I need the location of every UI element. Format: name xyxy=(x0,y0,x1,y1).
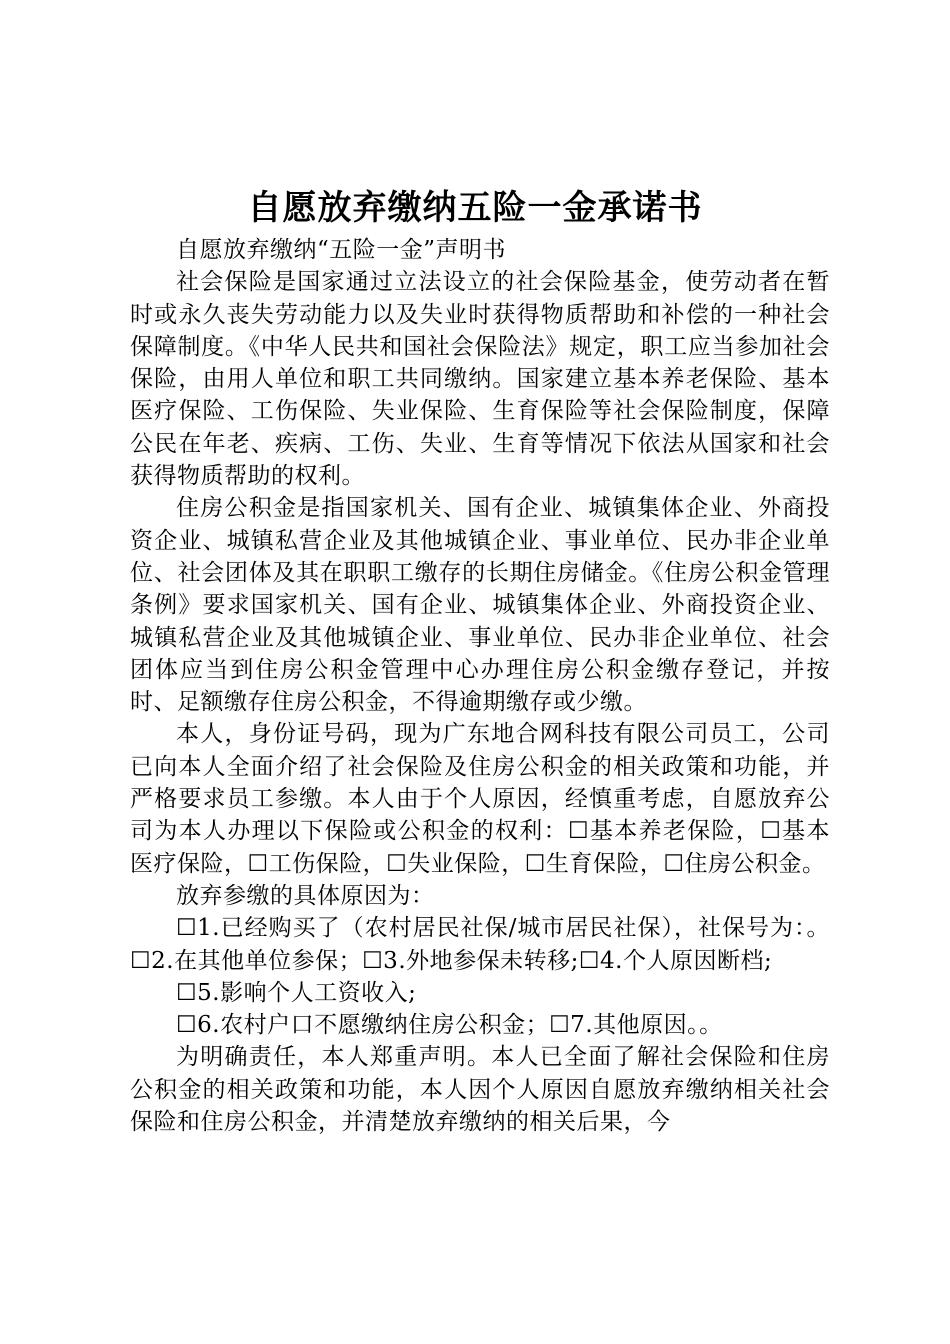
paragraph-reason-options-6-7: ☐6.农村户口不愿缴纳住房公积金；☐7.其他原因。。 xyxy=(176,1012,723,1039)
declaration-heading: 自愿放弃缴纳“五险一金”声明书 xyxy=(176,237,507,263)
paragraph-housing-fund: 住房公积金是指国家机关、国有企业、城镇集体企业、外商投资企业、城镇私营企业及其他城镇企业、事业单位、民办非企业单位、社会团体及其在职职工缴存的长期住房储金。《住房公积金管理条例》要求国家机关、国有企业、城镇集体企业、外商投资企业、城镇私营企业及其他城镇企业、事业单位、民办非企业单位、社会团体应当到住房公积金管理中心办理住房公积金缴存登记，并按时、足额缴存住房公积金，不得逾期缴存或少缴。 xyxy=(130,495,830,716)
paragraph-reasons-heading: 放弃参缴的具体原因为： xyxy=(176,882,435,909)
paragraph-reason-option-5: ☐5.影响个人工资收入; xyxy=(176,979,417,1006)
document-body xyxy=(130,234,830,1138)
paragraph-reason-options-1: ☐1.已经购买了（农村居民社保/城市居民社保），社保号为：。☐2.在其他单位参保；☐3.外地参保未转移;☐4.个人原因断档; xyxy=(130,915,830,974)
paragraph-social-insurance: 社会保险是国家通过立法设立的社会保险基金，使劳动者在暂时或永久丧失劳动能力以及失业时获得物质帮助和补偿的一种社会保障制度。《中华人民共和国社会保险法》规定，职工应当参加社会保险，由用人单位和职工共同缴纳。国家建立基本养老保险、基本医疗保险、工伤保险、失业保险、生育保险等社会保险制度，保障公民在年老、疾病、工伤、失业、生育等情况下依法从国家和社会获得物质帮助的权利。 xyxy=(130,269,830,490)
document-title: 自愿放弃缴纳五险一金承诺书 xyxy=(247,188,703,228)
paragraph-responsibility: 为明确责任，本人郑重声明。本人已全面了解社会保险和住房公积金的相关政策和功能，本人因个人原因自愿放弃缴纳相关社会保险和住房公积金，并清楚放弃缴纳的相关后果，今 xyxy=(130,1044,830,1136)
paragraph-waiver-statement: 本人，身份证号码，现为广东地合网科技有限公司员工，公司已向本人全面介绍了社会保险及住房公积金的相关政策和功能，并严格要求员工参缴。本人由于个人原因，经慎重考虑，自愿放弃公司为本人办理以下保险或公积金的权利：☐基本养老保险，☐基本医疗保险，☐工伤保险，☐失业保险，☐生育保险，☐住房公积金。 xyxy=(130,721,830,877)
